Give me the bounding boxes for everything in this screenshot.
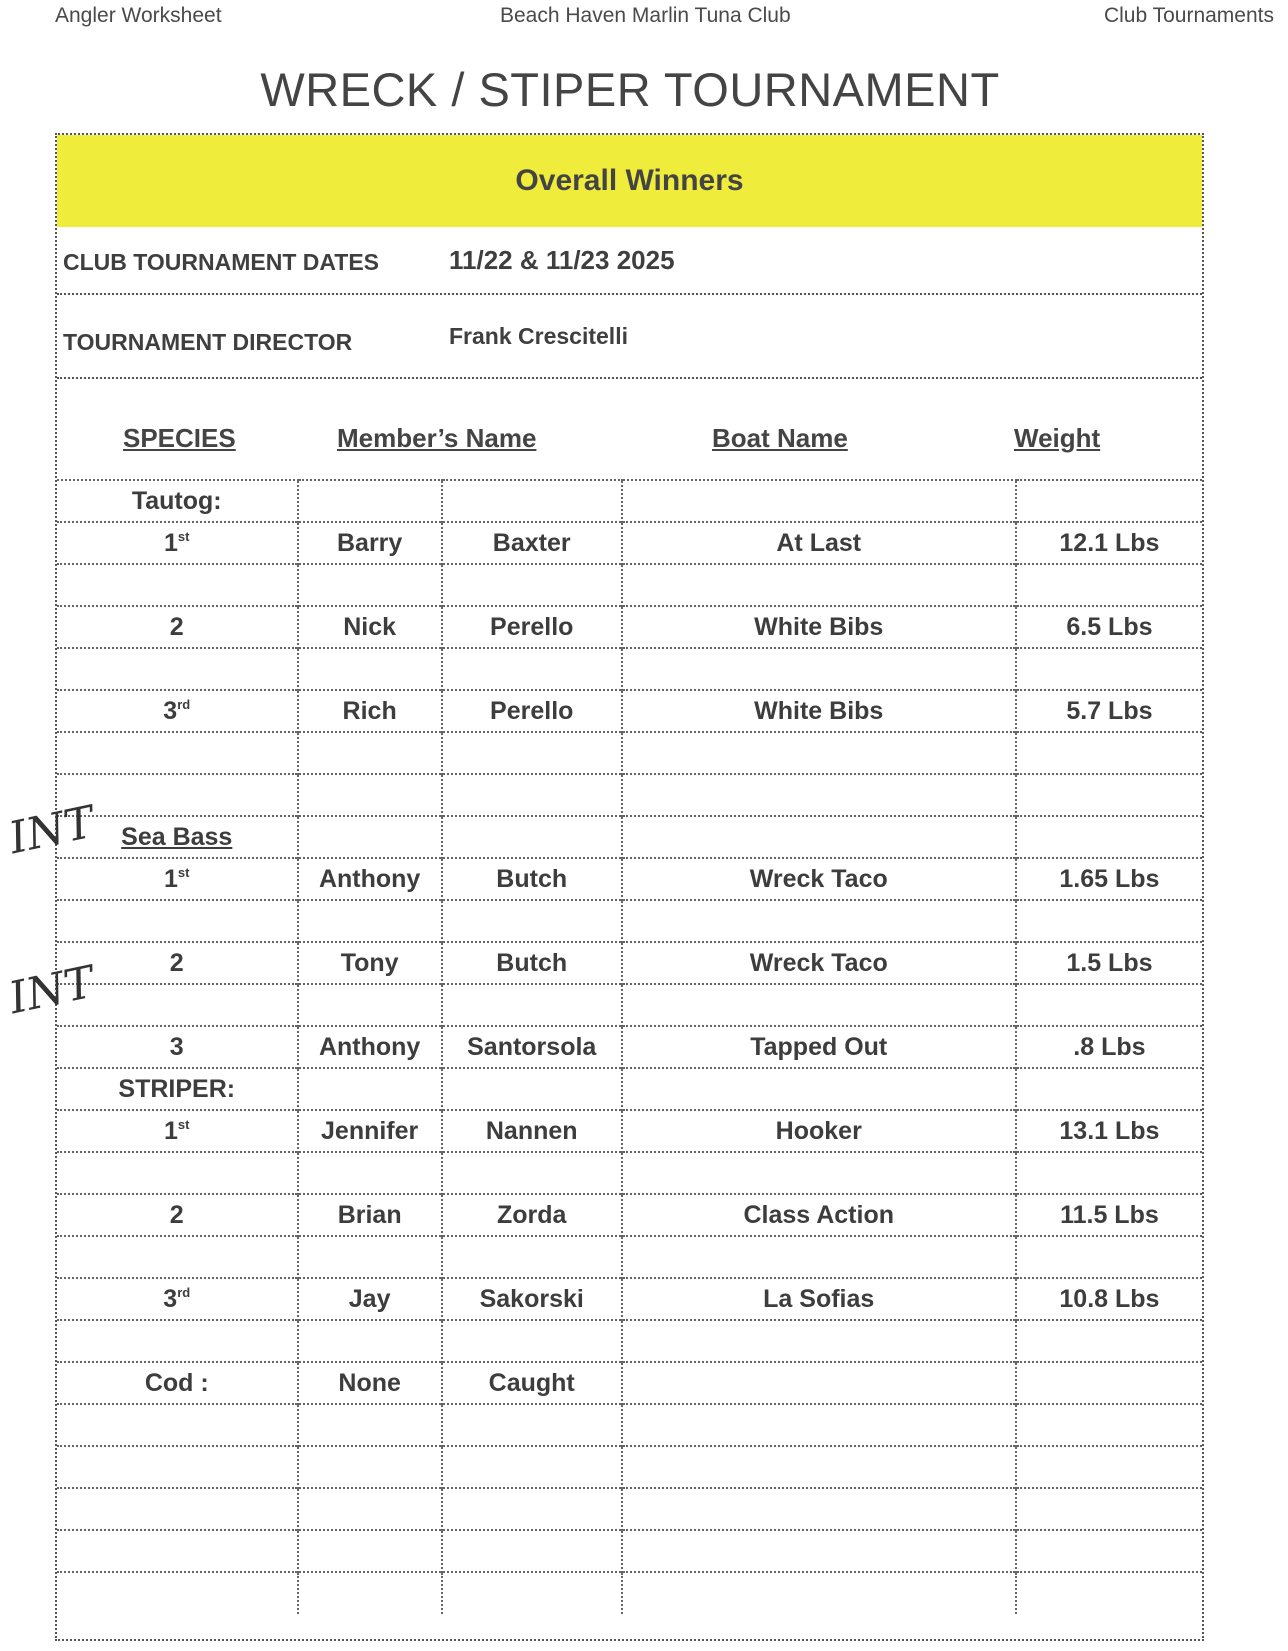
- species-label: STRIPER:: [118, 1074, 236, 1103]
- dates-value: 11/22 & 11/23 2025: [449, 245, 675, 275]
- last-name-cell: Baxter: [442, 522, 622, 564]
- species-cell: [57, 1530, 298, 1572]
- last-name-cell: [442, 1152, 622, 1194]
- results-table: [57, 479, 1202, 1614]
- last-name-cell: [442, 1236, 622, 1278]
- place-suffix: st: [177, 1116, 190, 1132]
- first-name-cell: [298, 1446, 442, 1488]
- column-headers: [57, 379, 1202, 479]
- species-cell: [57, 942, 298, 984]
- worksheet: [4, 133, 1204, 1641]
- table-row: [57, 1572, 1202, 1614]
- place-label: 1: [164, 864, 178, 893]
- boat-name-cell: [622, 1152, 1016, 1194]
- boat-name-cell: [622, 1236, 1016, 1278]
- table-row: [57, 816, 1202, 858]
- species-cell: [57, 1572, 298, 1614]
- boat-name-cell: White Bibs: [622, 606, 1016, 648]
- species-cell: [57, 1320, 298, 1362]
- boat-name-cell: [622, 480, 1016, 522]
- weight-cell: .8 Lbs: [1016, 1026, 1202, 1068]
- boat-name-cell: Wreck Taco: [622, 858, 1016, 900]
- species-label: Sea Bass: [121, 822, 233, 851]
- boat-name-cell: Hooker: [622, 1110, 1016, 1152]
- place-suffix: st: [177, 528, 190, 544]
- first-name-cell: [298, 480, 442, 522]
- weight-cell: [1016, 1362, 1202, 1404]
- boat-name-cell: At Last: [622, 522, 1016, 564]
- place-label: 2: [169, 612, 184, 641]
- weight-cell: [1016, 648, 1202, 690]
- header-right: Club Tournaments: [1103, 4, 1274, 27]
- last-name-cell: Perello: [442, 690, 622, 732]
- last-name-cell: [442, 648, 622, 690]
- place-suffix: rd: [177, 696, 191, 712]
- weight-cell: [1016, 1068, 1202, 1110]
- table-row: [57, 606, 1202, 648]
- first-name-cell: None: [298, 1362, 442, 1404]
- first-name-cell: Brian: [298, 1194, 442, 1236]
- boat-name-cell: [622, 1068, 1016, 1110]
- boat-name-cell: [622, 1362, 1016, 1404]
- last-name-cell: [442, 1446, 622, 1488]
- weight-cell: [1016, 1488, 1202, 1530]
- species-cell: [57, 774, 298, 816]
- first-name-cell: Tony: [298, 942, 442, 984]
- last-name-cell: [442, 816, 622, 858]
- species-cell: [57, 900, 298, 942]
- boat-name-cell: [622, 816, 1016, 858]
- boat-name-cell: [622, 1572, 1016, 1614]
- weight-cell: 1.5 Lbs: [1016, 942, 1202, 984]
- header-left: Angler Worksheet: [55, 4, 222, 27]
- boat-name-header: Boat Name: [712, 423, 848, 453]
- first-name-cell: [298, 1488, 442, 1530]
- boat-name-cell: [622, 1446, 1016, 1488]
- first-name-cell: [298, 1236, 442, 1278]
- first-name-cell: Jay: [298, 1278, 442, 1320]
- weight-cell: [1016, 1404, 1202, 1446]
- weight-cell: [1016, 1530, 1202, 1572]
- first-name-cell: [298, 900, 442, 942]
- first-name-cell: [298, 984, 442, 1026]
- weight-cell: [1016, 984, 1202, 1026]
- table-row: [57, 480, 1202, 522]
- table-row: [57, 984, 1202, 1026]
- weight-cell: [1016, 1320, 1202, 1362]
- first-name-cell: Anthony: [298, 858, 442, 900]
- weight-cell: 11.5 Lbs: [1016, 1194, 1202, 1236]
- weight-cell: [1016, 732, 1202, 774]
- last-name-cell: Perello: [442, 606, 622, 648]
- last-name-cell: [442, 900, 622, 942]
- weight-cell: [1016, 1152, 1202, 1194]
- weight-cell: 10.8 Lbs: [1016, 1278, 1202, 1320]
- weight-cell: [1016, 1446, 1202, 1488]
- table-row: [57, 1404, 1202, 1446]
- place-label: 3: [163, 1284, 178, 1313]
- member-name-header: Member’s Name: [337, 423, 537, 453]
- species-cell: [57, 1404, 298, 1446]
- last-name-cell: Butch: [442, 858, 622, 900]
- species-cell: [57, 690, 298, 732]
- last-name-cell: [442, 1068, 622, 1110]
- table-row: [57, 690, 1202, 732]
- boat-name-cell: [622, 984, 1016, 1026]
- table-row: [57, 648, 1202, 690]
- place-suffix: st: [177, 864, 190, 880]
- first-name-cell: [298, 816, 442, 858]
- species-cell: [57, 1152, 298, 1194]
- table-row: [57, 564, 1202, 606]
- species-cell: [57, 1026, 298, 1068]
- dates-label: CLUB TOURNAMENT DATES: [63, 249, 380, 275]
- place-label: 1: [164, 528, 178, 557]
- species-cell: [57, 858, 298, 900]
- place-label: 3: [163, 696, 178, 725]
- place-label: 2: [169, 1200, 184, 1229]
- last-name-cell: Santorsola: [442, 1026, 622, 1068]
- place-label: 2: [169, 948, 184, 977]
- place-label: 3: [169, 1032, 184, 1061]
- boat-name-cell: [622, 648, 1016, 690]
- weight-cell: [1016, 816, 1202, 858]
- table-row: [57, 942, 1202, 984]
- last-name-cell: [442, 564, 622, 606]
- species-cell: [57, 1236, 298, 1278]
- table-row: [57, 732, 1202, 774]
- last-name-cell: [442, 774, 622, 816]
- weight-cell: [1016, 480, 1202, 522]
- weight-cell: 13.1 Lbs: [1016, 1110, 1202, 1152]
- boat-name-cell: [622, 900, 1016, 942]
- first-name-cell: [298, 732, 442, 774]
- table-row: [57, 858, 1202, 900]
- first-name-cell: [298, 1404, 442, 1446]
- director-row: [57, 295, 1202, 379]
- species-cell: [57, 606, 298, 648]
- director-value: Frank Crescitelli: [449, 323, 628, 349]
- table-row: [57, 774, 1202, 816]
- first-name-cell: Barry: [298, 522, 442, 564]
- last-name-cell: Sakorski: [442, 1278, 622, 1320]
- first-name-cell: [298, 1530, 442, 1572]
- last-name-cell: [442, 1488, 622, 1530]
- first-name-cell: [298, 648, 442, 690]
- table-row: [57, 1110, 1202, 1152]
- last-name-cell: Nannen: [442, 1110, 622, 1152]
- boat-name-cell: [622, 564, 1016, 606]
- page-title: WRECK / STIPER TOURNAMENT: [260, 63, 1000, 116]
- weight-cell: [1016, 564, 1202, 606]
- overall-winners-banner: Overall Winners: [57, 135, 1202, 227]
- species-cell: [57, 732, 298, 774]
- table-row: [57, 1152, 1202, 1194]
- last-name-cell: [442, 480, 622, 522]
- boat-name-cell: [622, 1404, 1016, 1446]
- table-row: [57, 1068, 1202, 1110]
- last-name-cell: [442, 1320, 622, 1362]
- species-cell: [57, 480, 298, 522]
- first-name-cell: [298, 564, 442, 606]
- weight-cell: [1016, 774, 1202, 816]
- first-name-cell: [298, 774, 442, 816]
- table-row: [57, 1320, 1202, 1362]
- handwritten-note: INT: [4, 796, 99, 865]
- last-name-cell: Butch: [442, 942, 622, 984]
- weight-header: Weight: [1014, 423, 1101, 453]
- table-row: [57, 522, 1202, 564]
- table-row: [57, 1446, 1202, 1488]
- boat-name-cell: Class Action: [622, 1194, 1016, 1236]
- dates-row: [57, 227, 1202, 295]
- boat-name-cell: [622, 774, 1016, 816]
- species-cell: [57, 1446, 298, 1488]
- first-name-cell: Anthony: [298, 1026, 442, 1068]
- weight-cell: [1016, 1572, 1202, 1614]
- first-name-cell: Rich: [298, 690, 442, 732]
- handwritten-note: INT: [4, 956, 99, 1025]
- director-label: TOURNAMENT DIRECTOR: [63, 329, 353, 355]
- table-row: [57, 900, 1202, 942]
- boat-name-cell: Tapped Out: [622, 1026, 1016, 1068]
- boat-name-cell: [622, 1488, 1016, 1530]
- last-name-cell: Zorda: [442, 1194, 622, 1236]
- header-center: Beach Haven Marlin Tuna Club: [500, 4, 791, 27]
- species-cell: [57, 1362, 298, 1404]
- first-name-cell: [298, 1152, 442, 1194]
- species-header: SPECIES: [123, 423, 236, 453]
- table-row: [57, 1530, 1202, 1572]
- boat-name-cell: White Bibs: [622, 690, 1016, 732]
- first-name-cell: [298, 1572, 442, 1614]
- place-suffix: rd: [177, 1284, 191, 1300]
- table-row: [57, 1362, 1202, 1404]
- first-name-cell: [298, 1068, 442, 1110]
- species-cell: [57, 1194, 298, 1236]
- species-cell: [57, 522, 298, 564]
- table-row: [57, 1488, 1202, 1530]
- last-name-cell: [442, 1404, 622, 1446]
- last-name-cell: [442, 1530, 622, 1572]
- species-cell: [57, 1068, 298, 1110]
- last-name-cell: [442, 1572, 622, 1614]
- place-label: 1: [164, 1116, 178, 1145]
- weight-cell: [1016, 900, 1202, 942]
- species-label: Cod :: [144, 1368, 209, 1397]
- table-row: [57, 1026, 1202, 1068]
- species-label: Tautog:: [131, 486, 222, 515]
- first-name-cell: [298, 1320, 442, 1362]
- last-name-cell: Caught: [442, 1362, 622, 1404]
- weight-cell: [1016, 1236, 1202, 1278]
- species-cell: [57, 648, 298, 690]
- species-cell: [57, 1488, 298, 1530]
- last-name-cell: [442, 732, 622, 774]
- first-name-cell: Nick: [298, 606, 442, 648]
- boat-name-cell: [622, 1530, 1016, 1572]
- species-cell: [57, 1278, 298, 1320]
- last-name-cell: [442, 984, 622, 1026]
- weight-cell: 6.5 Lbs: [1016, 606, 1202, 648]
- table-row: [57, 1236, 1202, 1278]
- boat-name-cell: [622, 1320, 1016, 1362]
- weight-cell: 1.65 Lbs: [1016, 858, 1202, 900]
- weight-cell: 5.7 Lbs: [1016, 690, 1202, 732]
- boat-name-cell: Wreck Taco: [622, 942, 1016, 984]
- boat-name-cell: La Sofias: [622, 1278, 1016, 1320]
- species-cell: [57, 1110, 298, 1152]
- weight-cell: 12.1 Lbs: [1016, 522, 1202, 564]
- table-row: [57, 1278, 1202, 1320]
- first-name-cell: Jennifer: [298, 1110, 442, 1152]
- boat-name-cell: [622, 732, 1016, 774]
- species-cell: [57, 564, 298, 606]
- table-row: [57, 1194, 1202, 1236]
